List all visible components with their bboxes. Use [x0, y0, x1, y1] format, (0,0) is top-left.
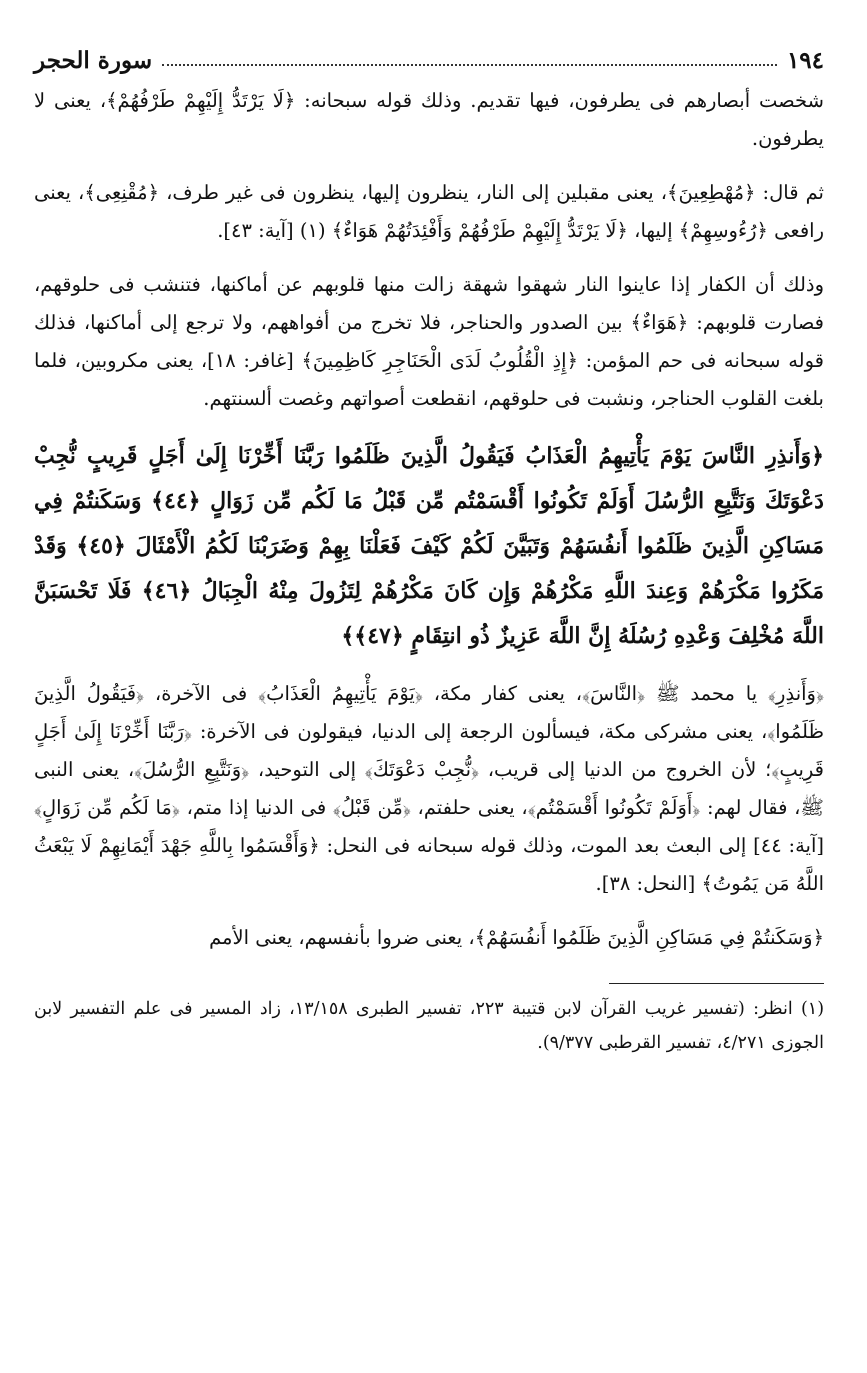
paragraph-gap: [34, 659, 824, 675]
paragraph-2: ثم قال: ﴿مُهْطِعِينَ﴾، يعنى مقبلين إلى النار، ينظرون إليها، ينظرون فى غير طرف، ﴿مُقْنِعِى﴾، يعنى رافعى ﴿رُءُوسِهِمْ﴾ إليها، ﴿لَا يَرْتَدُّ إِلَيْهِمْ طَرْفُهُمْ وَأَفْئِدَتُهُمْ هَوَاءٌ﴾ (١) [آية: ٤٣].: [34, 181, 824, 242]
paragraph-3: وذلك أن الكفار إذا عاينوا النار شهقوا شهقة زالت منها قلوبهم عن أماكنها، فتنشب فى حلوقهم، فصارت قلوبهم: ﴿هَوَاءٌ﴾ بين الصدور والحناجر، فلا تخرج من أفواههم، ولا ترجع إلى أماكنها، فذلك قوله سبحانه فى حم المؤمن: ﴿إِذِ الْقُلُوبُ لَدَى الْحَنَاجِرِ كَاظِمِينَ﴾ [غافر: ١٨]، يعنى مكروبين، فلما بلغت القلوب الحناجر، ونشبت فى حلوقهم، انقطعت أصواتهم وغصت ألسنتهم.: [34, 273, 824, 410]
paragraph-gap: [34, 418, 824, 434]
paragraph-5: ﴿وَسَكَنتُمْ فِي مَسَاكِنِ الَّذِينَ ظَلَمُوا أَنفُسَهُمْ﴾، يعنى ضروا بأنفسهم، يعنى الأمم: [209, 926, 824, 949]
paragraph-1: شخصت أبصارهم فى يطرفون، فيها تقديم. وذلك قوله سبحانه: ﴿لَا يَرْتَدُّ إِلَيْهِمْ طَرْفُهُمْ﴾، يعنى لا يطرفون.: [34, 89, 824, 150]
book-page: [34, 34, 824, 1060]
surah-title: سورة الحجر: [34, 47, 153, 74]
header-dotted-leader: [162, 64, 777, 66]
quran-verses-block: ﴿وَأَنذِرِ النَّاسَ يَوْمَ يَأْتِيهِمُ الْعَذَابُ فَيَقُولُ الَّذِينَ ظَلَمُوا رَبَّنَا أَخِّرْنَا إِلَىٰ أَجَلٍ قَرِيبٍ نُّجِبْ دَعْوَتَكَ وَنَتَّبِعِ الرُّسُلَ أَوَلَمْ تَكُونُوا أَقْسَمْتُم مِّن قَبْلُ مَا لَكُم مِّن زَوَالٍ ﴿٤٤﴾ وَسَكَنتُمْ فِي مَسَاكِنِ الَّذِينَ ظَلَمُوا أَنفُسَهُمْ وَتَبَيَّنَ لَكُمْ كَيْفَ فَعَلْنَا بِهِمْ وَضَرَبْنَا لَكُمُ الْأَمْثَالَ ﴿٤٥﴾ وَقَدْ مَكَرُوا مَكْرَهُمْ وَعِندَ اللَّهِ مَكْرُهُمْ وَإِن كَانَ مَكْرُهُمْ لِتَزُولَ مِنْهُ الْجِبَالُ ﴿٤٦﴾ فَلَا تَحْسَبَنَّ اللَّهَ مُخْلِفَ وَعْدِهِ رُسُلَهُ إِنَّ اللَّهَ عَزِيزٌ ذُو انتِقَامٍ ﴿٤٧﴾﴾: [34, 443, 824, 649]
paragraph-4: ﴿وَأَنذِرِ﴾ يا محمد ﷺ ﴿النَّاسَ﴾، يعنى كفار مكة، ﴿يَوْمَ يَأْتِيهِمُ الْعَذَابُ﴾ فى الآخرة، ﴿فَيَقُولُ الَّذِينَ ظَلَمُوا﴾، يعنى مشركى مكة، فيسألون الرجعة إلى الدنيا، فيقولون فى الآخرة: ﴿رَبَّنَا أَخِّرْنَا إِلَىٰ أَجَلٍ قَرِيبٍ﴾؛ لأن الخروج من الدنيا إلى قريب، ﴿نُّجِبْ دَعْوَتَكَ﴾ إلى التوحيد، ﴿وَنَتَّبِعِ الرُّسُلَ﴾، يعنى النبى ﷺ، فقال لهم: ﴿أَوَلَمْ تَكُونُوا أَقْسَمْتُم﴾، يعنى حلفتم، ﴿مِّن قَبْلُ﴾ فى الدنيا إذا متم، ﴿مَا لَكُم مِّن زَوَالٍ﴾ [آية: ٤٤] إلى البعث بعد الموت، وذلك قوله سبحانه فى النحل: ﴿وَأَقْسَمُوا بِاللَّهِ جَهْدَ أَيْمَانِهِمْ لَا يَبْعَثُ اللَّهُ مَن يَمُوتُ﴾ [النحل: ٣٨].: [34, 682, 824, 895]
footnote: (١) انظر: (تفسير غريب القرآن لابن قتيبة ٢٢٣، تفسير الطبرى ١٣/١٥٨، زاد المسير فى علم التفسير لابن الجوزى ٤/٢٧١، تفسير القرطبى ٩/٣٧٧).: [34, 999, 825, 1053]
paragraph-gap: [34, 903, 824, 919]
footnote-separator: [609, 983, 824, 984]
page-header: [34, 34, 824, 74]
paragraph-gap: [34, 158, 824, 174]
page-number: ١٩٤: [786, 47, 824, 74]
paragraph-gap: [34, 250, 824, 266]
